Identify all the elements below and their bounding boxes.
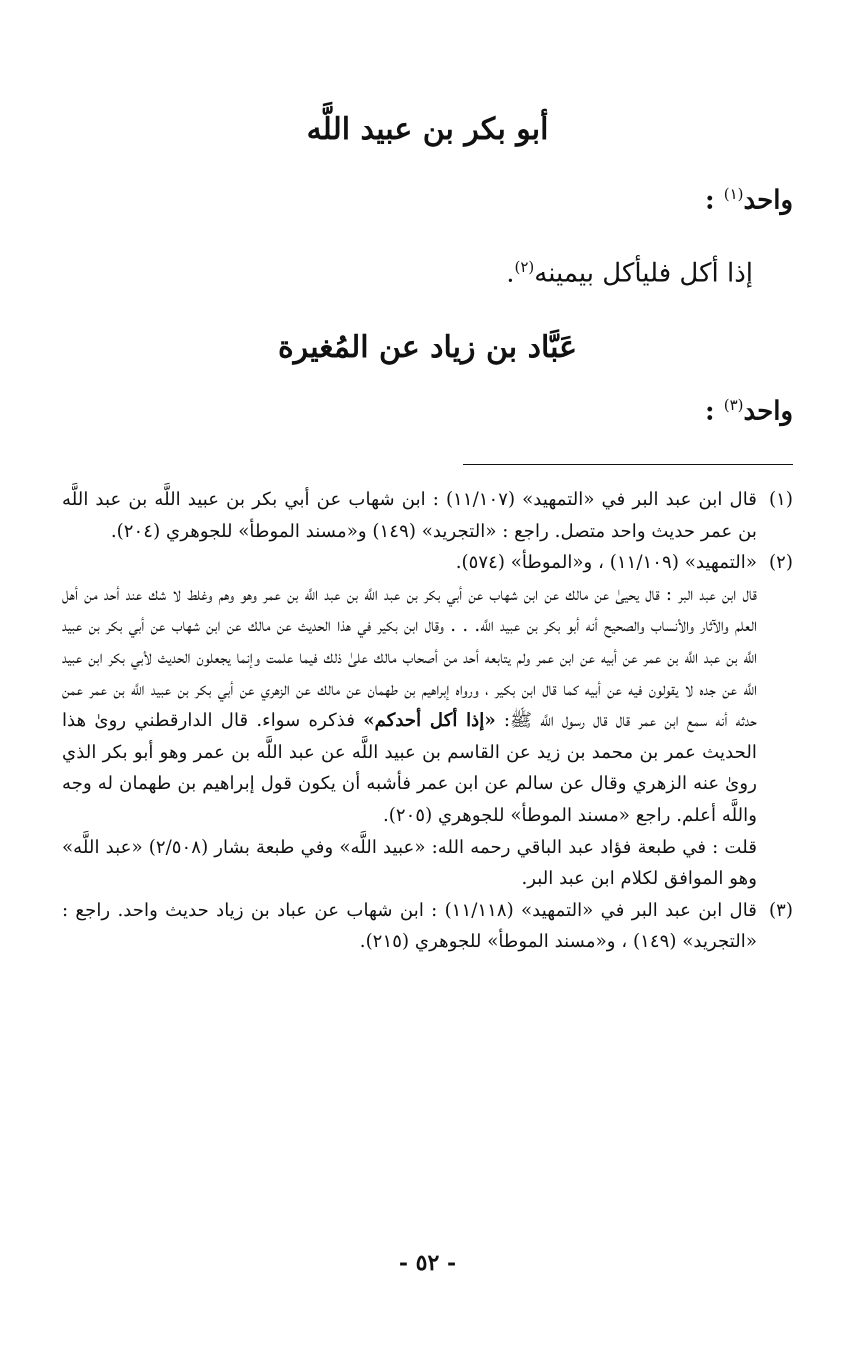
footnote-2 <box>62 547 793 895</box>
footnote-ref-1: (١) <box>723 185 744 203</box>
footnote-number: (١) <box>769 489 793 510</box>
footnote-body <box>62 547 757 895</box>
count-label-text: واحد <box>743 396 793 427</box>
count-label-2 <box>705 396 793 427</box>
footnote-paragraph: قال ابن عبد البر في «التمهيد» (١١/١١٨) : ابن شهاب عن عباد بن زياد حديث واحد. راجع : «التجريد» (١٤٩) ، و«مسند الموطأ» للجوهري (٢١٥). <box>62 899 757 953</box>
footnote-1 <box>62 484 793 547</box>
colon: : <box>705 185 715 216</box>
footnote-text: قال ابن عبد البر : قال يحيىٰ عن مالك عن ابن شهاب عن أبي بكر بن عبد اللَّه بن عبد اللَّه بن عمر وهو وهم وغلط لا شك عند أحد من أهل العلم والآثار والأنساب والصحيح أنه أبو بكر بن عبيد اللَّه. . . وقال ابن بكير في هذا الحديث عن مالك عن ابن شهاب عن أبي بكر بن عبيد اللَّه بن عبد اللَّه بن عمر عن أبيه عن ابن عمر ولم يتابعه أحد من أصحاب مالك علىٰ ذلك فيما علمت وإنما يجعلون الحديث لأبي بكر ابن عبيد اللَّه عن جده لا يقولون فيه عن أبيه كما قال ابن بكير ، ورواه إبراهيم بن طهمان عن مالك عن الزهري عن أبي بكر بن عبيد اللَّه بن عمر عمن حدثه أنه سمع ابن عمر قال قال رسول اللَّه ﷺ: <box>62 583 757 732</box>
footnote-separator <box>463 464 793 465</box>
footnote-paragraph: قلت : في طبعة فؤاد عبد الباقي رحمه الله: «عبيد اللَّه» وفي طبعة بشار (٢/٥٠٨) «عبد اللَّه» وهو الموافق لكلام ابن عبد البر. <box>62 836 758 890</box>
footnote-ref-3: (٣) <box>723 396 744 414</box>
hadith-body: إذا أكل فليأكل بيمينه <box>534 258 753 289</box>
footnote-ref-2: (٢) <box>514 258 535 276</box>
section-heading-abu-bakr: أبو بكر بن عبيد اللَّه <box>306 112 549 147</box>
footnote-text: فذكره سواء. قال الدارقطني روىٰ هذا الحديث عمر بن محمد بن زيد عن القاسم بن عبيد اللَّه عن عبد اللَّه بن عمر وهو أبو بكر الذي روىٰ عنه الزهري وقال عن سالم عن ابن عمر فأشبه أن يكون قول إبراهيم بن طهمان له وجه واللَّه أعلم. راجع «مسند الموطأ» للجوهري (٢٠٥). <box>62 710 757 826</box>
footnote-paragraph <box>62 579 757 832</box>
footnote-3 <box>62 895 793 958</box>
footnotes <box>62 484 793 958</box>
hadith-text <box>506 258 753 289</box>
footnote-paragraph: «التمهيد» (١١/١٠٩) ، و«الموطأ» (٥٧٤). <box>455 552 757 574</box>
page-number: - ٥٢ - <box>398 1250 457 1276</box>
count-label-text: واحد <box>743 185 793 216</box>
book-page <box>62 0 793 1357</box>
footnote-body <box>62 484 757 547</box>
footnote-paragraph: قال ابن عبد البر في «التمهيد» (١١/١٠٧) : ابن شهاب عن أبي بكر بن عبيد اللَّه بن عبد اللَّه بن عمر حديث واحد متصل. راجع : «التجريد» (١٤٩) و«مسند الموطأ» للجوهري (٢٠٤). <box>62 489 757 542</box>
hadith-end: . <box>506 258 515 289</box>
colon: : <box>705 396 715 427</box>
footnote-number: (٢) <box>769 552 793 574</box>
section-heading-abbad: عَبَّاد بن زياد عن المُغيرة <box>277 330 578 365</box>
footnote-number: (٣) <box>769 899 793 921</box>
bold-quote: «إذا أكل أحدكم» <box>363 710 496 732</box>
count-label-1 <box>705 185 793 216</box>
footnote-body <box>62 895 757 958</box>
